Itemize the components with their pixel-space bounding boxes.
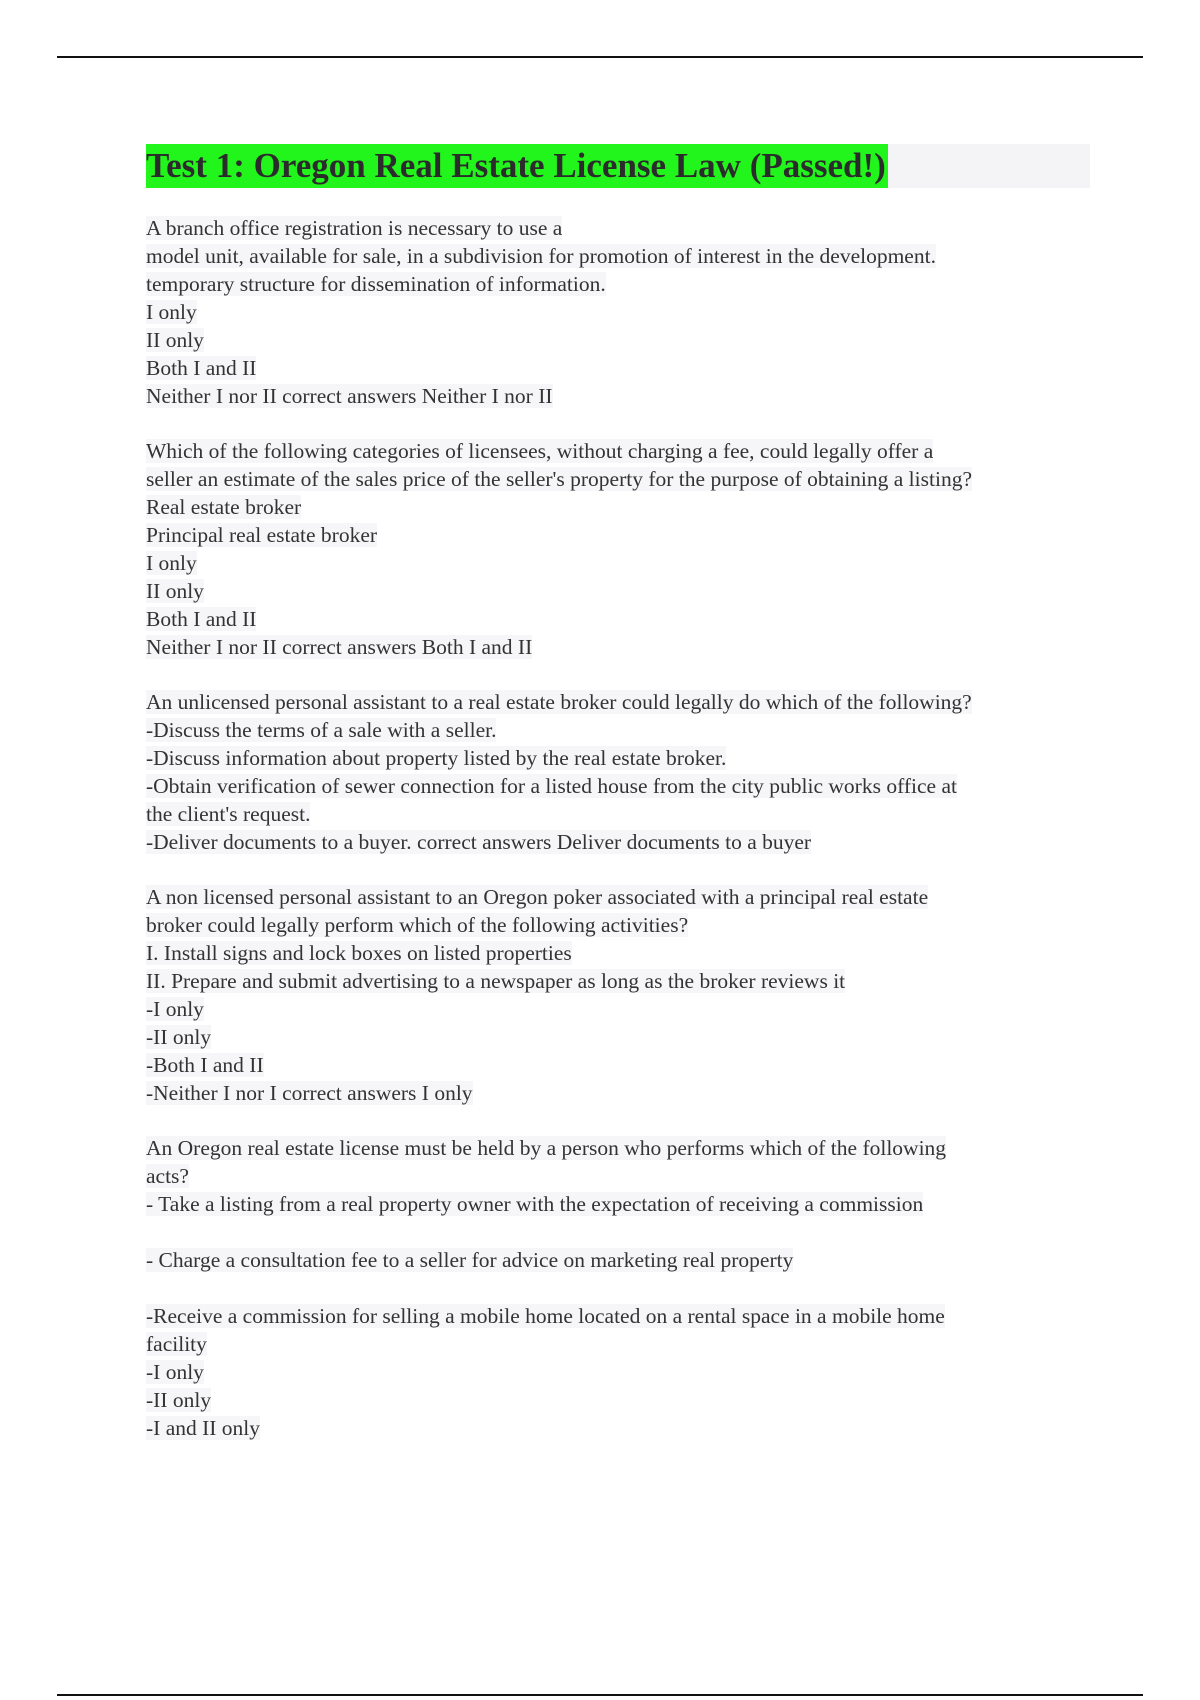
question-block: [146, 437, 1090, 661]
question-text: [146, 437, 1090, 465]
question-line: [146, 270, 1090, 298]
question-block: [146, 1134, 1090, 1442]
question-line: [146, 800, 1090, 828]
line-text: -II only: [146, 1388, 212, 1412]
line-text: Which of the following categories of licensees, without charging a fee, could legally offer a: [146, 439, 934, 463]
line-text: Real estate broker: [146, 495, 302, 519]
question-text: [146, 214, 1090, 242]
question-line: [146, 493, 1090, 521]
line-text: I. Install signs and lock boxes on listed properties: [146, 941, 572, 965]
question-line: [146, 995, 1090, 1023]
question-line: [146, 1162, 1090, 1190]
line-text: Neither I nor II correct answers Neither I nor II: [146, 384, 553, 408]
line-text: - Take a listing from a real property owner with the expectation of receiving a commission: [146, 1192, 924, 1216]
line-text: Both I and II: [146, 607, 257, 631]
line-text: I only: [146, 300, 197, 324]
line-text: acts?: [146, 1164, 189, 1188]
blank-line: [146, 1218, 1090, 1246]
question-line: [146, 549, 1090, 577]
question-line: [146, 1023, 1090, 1051]
question-line: [146, 939, 1090, 967]
question-line: [146, 1051, 1090, 1079]
line-text: A non licensed personal assistant to an Oregon poker associated with a principal real estate: [146, 885, 929, 909]
line-text: -I only: [146, 997, 204, 1021]
line-text: -Both I and II: [146, 1053, 264, 1077]
line-text: seller an estimate of the sales price of the seller's property for the purpose of obtaining a listing?: [146, 467, 972, 491]
question-text: [146, 1134, 1090, 1162]
document-body: [146, 144, 1090, 1469]
line-text: Both I and II: [146, 356, 257, 380]
question-line: [146, 465, 1090, 493]
question-line: [146, 242, 1090, 270]
line-text: -II only: [146, 1025, 212, 1049]
line-text: temporary structure for dissemination of information.: [146, 272, 606, 296]
question-line: [146, 577, 1090, 605]
line-text: II. Prepare and submit advertising to a newspaper as long as the broker reviews it: [146, 969, 846, 993]
question-line: [146, 1358, 1090, 1386]
bottom-rule: [57, 1694, 1143, 1696]
question-line: [146, 772, 1090, 800]
question-line: [146, 633, 1090, 661]
question-line: [146, 1414, 1090, 1442]
line-text: model unit, available for sale, in a subdivision for promotion of interest in the development.: [146, 244, 936, 268]
line-text: - Charge a consultation fee to a seller for advice on marketing real property: [146, 1248, 794, 1272]
question-block: [146, 214, 1090, 410]
line-text: An unlicensed personal assistant to a real estate broker could legally do which of the following?: [146, 690, 972, 714]
question-line: [146, 521, 1090, 549]
question-line: [146, 716, 1090, 744]
question-line: [146, 828, 1090, 856]
question-line: [146, 911, 1090, 939]
line-text: -Neither I nor I correct answers I only: [146, 1081, 473, 1105]
question-line: [146, 354, 1090, 382]
question-line: [146, 326, 1090, 354]
line-text: II only: [146, 328, 204, 352]
title-bar: [146, 144, 1090, 188]
question-block: [146, 883, 1090, 1107]
line-text: A branch office registration is necessary to use a: [146, 216, 563, 240]
question-line: [146, 1190, 1090, 1218]
question-line: [146, 744, 1090, 772]
line-text: facility: [146, 1332, 207, 1356]
line-text: -Discuss information about property listed by the real estate broker.: [146, 746, 727, 770]
question-line: [146, 382, 1090, 410]
line-text: I only: [146, 551, 197, 575]
question-line: [146, 1302, 1090, 1330]
line-text: Principal real estate broker: [146, 523, 378, 547]
question-line: [146, 1079, 1090, 1107]
question-line: [146, 1386, 1090, 1414]
line-text: Neither I nor II correct answers Both I and II: [146, 635, 533, 659]
line-text: II only: [146, 579, 204, 603]
question-text: [146, 883, 1090, 911]
line-text: the client's request.: [146, 802, 311, 826]
question-line: [146, 605, 1090, 633]
question-list: [146, 214, 1090, 1442]
document-title: Test 1: Oregon Real Estate License Law (Passed!): [146, 144, 888, 188]
line-text: -Receive a commission for selling a mobile home located on a rental space in a mobile home: [146, 1304, 945, 1328]
question-block: [146, 688, 1090, 856]
line-text: broker could legally perform which of the following activities?: [146, 913, 689, 937]
line-text: -I only: [146, 1360, 204, 1384]
line-text: -I and II only: [146, 1416, 261, 1440]
line-text: -Obtain verification of sewer connection for a listed house from the city public works office at: [146, 774, 957, 798]
question-line: [146, 1330, 1090, 1358]
line-text: -Deliver documents to a buyer. correct answers Deliver documents to a buyer: [146, 830, 812, 854]
top-rule: [57, 56, 1143, 58]
question-line: [146, 967, 1090, 995]
question-line: [146, 298, 1090, 326]
blank-line: [146, 1274, 1090, 1302]
line-text: -Discuss the terms of a sale with a seller.: [146, 718, 497, 742]
question-text: [146, 688, 1090, 716]
question-line: [146, 1246, 1090, 1274]
line-text: An Oregon real estate license must be held by a person who performs which of the following: [146, 1136, 947, 1160]
